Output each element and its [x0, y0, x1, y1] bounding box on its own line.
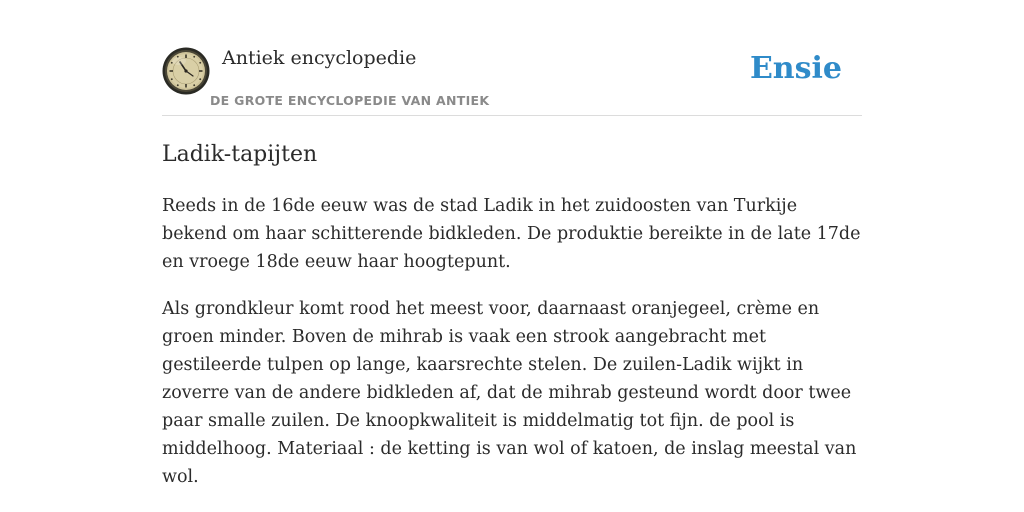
article-paragraph: Als grondkleur komt rood het meest voor, daarnaast oranjegeel, crème en groen minder. Boven de mihrab is vaak een strook aangebracht met gestileerde tulpen op lange, kaarsrechte stelen. De zuilen-Ladik wijkt in zoverre van de andere bidkleden af, dat de mihrab gesteund wordt door twee paar smalle zuilen. De knoopkwaliteit is middelmatig tot fijn. de pool is middelhoog. Materiaal : de ketting is van wol of katoen, de inslag meestal van wol. — [162, 299, 857, 487]
site-header — [162, 0, 862, 116]
article-paragraph: Reeds in de 16de eeuw was de stad Ladik in het zuidoosten van Turkije bekend om haar schitterende bidkleden. De produktie bereikte in de late 17de en vroege 18de eeuw haar hoogtepunt. — [162, 196, 861, 272]
brand-logo[interactable]: Ensie — [749, 51, 842, 86]
page — [162, 0, 862, 512]
page-title: Ladik-tapijten — [162, 142, 318, 167]
antique-clock-icon[interactable] — [162, 47, 210, 95]
site-subtitle: DE GROTE ENCYCLOPEDIE VAN ANTIEK — [210, 93, 490, 108]
site-title[interactable]: Antiek encyclopedie — [222, 47, 417, 69]
